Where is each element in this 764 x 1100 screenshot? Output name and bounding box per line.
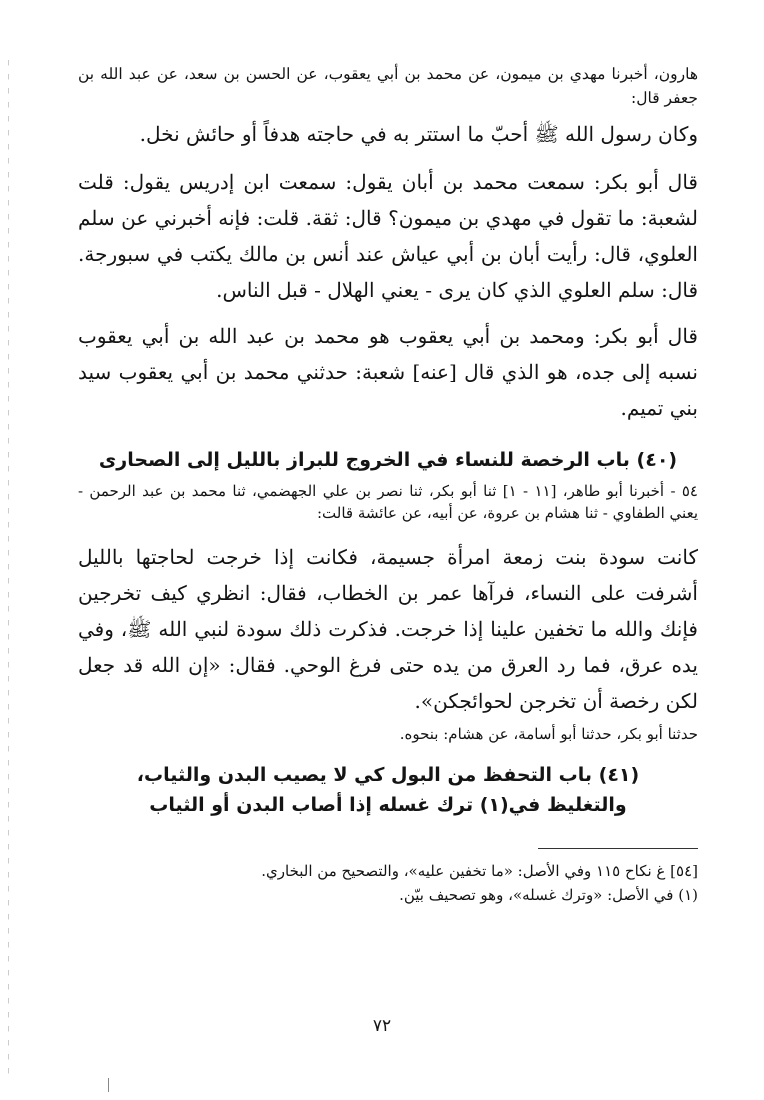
chapter-41-heading bbox=[78, 760, 698, 820]
commentary-paragraph-2: قال أبو بكر: ومحمد بن أبي يعقوب هو محمد بن عبد الله بن أبي يعقوب نسبه إلى جده، هو الذي قال [عنه] شعبة: حدثني محمد بن أبي يعقوب سيد بني تميم. bbox=[78, 324, 698, 420]
chapter-40-heading: (٤٠) باب الرخصة للنساء في الخروج للبراز بالليل إلى الصحارى bbox=[98, 449, 678, 471]
page-edge-mark bbox=[108, 1078, 109, 1092]
isnad-continuation: هارون، أخبرنا مهدي بن ميمون، عن محمد بن أبي يعقوب، عن الحسن بن سعد، عن عبد الله بن جعفر قال: bbox=[78, 65, 698, 107]
chapter-41-heading-line-1: (٤١) باب التحفظ من البول كي لا يصيب البدن والثياب، bbox=[136, 764, 640, 786]
chapter-40-isnad: ٥٤ - أخبرنا أبو طاهر، [١١ - ١] ثنا أبو بكر، ثنا نصر بن علي الجهضمي، ثنا محمد بن عبد الرحمن - يعني الطفاوي - ثنا هشام بن عروة، عن أبيه، عن عائشة قالت: bbox=[78, 482, 698, 522]
hadith-text: وكان رسول الله ﷺ أحبّ ما استتر به في حاجته هدفاً أو حائش نخل. bbox=[139, 122, 698, 146]
footnote-54: [٥٤] غ نكاح ١١٥ وفي الأصل: «ما تخفين عليه»، والتصحيح من البخاري. bbox=[261, 862, 698, 880]
commentary-paragraph-1: قال أبو بكر: سمعت محمد بن أبان يقول: سمعت ابن إدريس يقول: قلت لشعبة: ما تقول في مهدي بن ميمون؟ قال: ثقة. قلت: فإنه أخبرني عن سلم العلوي، قال: رأيت أبان بن أبي عياش عند أنس بن مالك يكتب في سبورجة. قال: سلم العلوي الذي كان يرى - يعني الهلال - قبل الناس. bbox=[78, 170, 698, 302]
page-number: ٧٢ bbox=[372, 1016, 392, 1036]
page-edge-dots bbox=[8, 60, 9, 1080]
footnotes bbox=[78, 859, 698, 907]
footnote-1: (١) في الأصل: «وترك غسله»، وهو تصحيف بيّن. bbox=[399, 886, 698, 904]
chapter-40-additional-chain: حدثنا أبو بكر، حدثنا أبو أسامة، عن هشام: بنحوه. bbox=[399, 725, 698, 743]
page-body bbox=[78, 58, 698, 907]
footnote-divider bbox=[538, 848, 698, 849]
chapter-41-heading-line-2: والتغليظ في(١) ترك غسله إذا أصاب البدن أو الثياب bbox=[149, 794, 627, 816]
chapter-40-hadith: كانت سودة بنت زمعة امرأة جسيمة، فكانت إذا خرجت لحاجتها بالليل أشرفت على النساء، فرآها عمر بن الخطاب، فقال: انظري كيف تخرجين فإنك والله ما تخفين علينا إذا خرجت. فذكرت ذلك سودة لنبي الله ﷺ، وفي يده عرق، فما رد العرق من يده حتى فرغ الوحي. فقال: «إن الله قد جعل لكن رخصة أن تخرجن لحوائجكن». bbox=[78, 545, 698, 713]
